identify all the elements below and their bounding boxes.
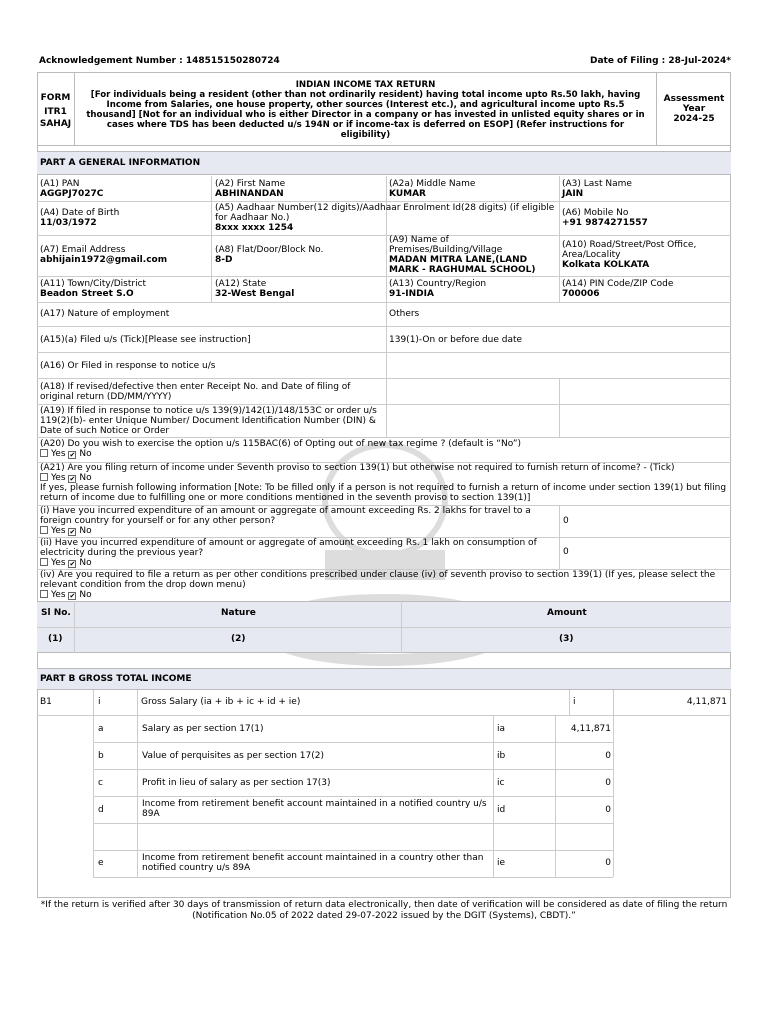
form-heading: INDIAN INCOME TAX RETURN xyxy=(295,80,436,90)
field-mobile xyxy=(562,208,648,228)
q1-question xyxy=(40,506,555,536)
furnish-note: If yes, please furnish following information [Note: To be filled only if a person is not required to furnish a return of income under section 139(1) but filing return of income due to fulfilling one or more conditions mentioned in the seventh proviso to section 139(1)] xyxy=(40,483,727,503)
row-b-index: b xyxy=(98,751,104,761)
q4-question xyxy=(40,570,730,600)
row-a-index: a xyxy=(98,724,104,734)
acknowledgement-number: Acknowledgement Number : 148515150280724 xyxy=(39,56,280,66)
state-label: (A12) State xyxy=(215,279,267,289)
road-label: (A10) Road/Street/Post Office, Area/Locality xyxy=(562,240,697,260)
row-c-code: ic xyxy=(497,778,505,788)
form-title-block xyxy=(37,72,731,146)
state-value: 32-West Bengal xyxy=(215,289,295,299)
field-pan xyxy=(40,179,103,199)
pan-label: (A1) PAN xyxy=(40,179,80,189)
q1-options xyxy=(40,526,555,536)
mobile-label: (A6) Mobile No xyxy=(562,208,629,218)
ay-label-1: Assessment xyxy=(663,94,725,104)
row-e-value: 0 xyxy=(605,858,611,868)
flat-no-value: 8-D xyxy=(215,255,233,265)
a20-yes-label: Yes xyxy=(51,449,66,459)
q2-no-label: No xyxy=(79,558,92,568)
q1-value: 0 xyxy=(563,516,569,526)
table-header-nature: Nature xyxy=(221,608,256,618)
q1-yes-label: Yes xyxy=(51,526,66,536)
row-d-index: d xyxy=(98,805,104,815)
form-id-cell xyxy=(37,72,75,146)
q1-label: (i) Have you incurred expenditure of an amount or aggregate of amount exceeding Rs. 2 lakhs for travel to a foreign country for yourself or for any other person? xyxy=(40,506,531,526)
gross-salary-value: 4,11,871 xyxy=(686,697,727,707)
row-a-value: 4,11,871 xyxy=(570,724,611,734)
ay-value: 2024-25 xyxy=(673,114,715,124)
q2-question xyxy=(40,538,555,568)
middle-name-value: KUMAR xyxy=(389,189,426,199)
table-header-amount: Amount xyxy=(547,608,587,618)
dob-value: 11/03/1972 xyxy=(40,218,97,228)
q4-yes-label: Yes xyxy=(51,590,66,600)
field-dob xyxy=(40,208,119,228)
last-name-label: (A3) Last Name xyxy=(562,179,632,189)
row-a-code: ia xyxy=(497,724,506,734)
a20-no-label: No xyxy=(79,449,92,459)
q2-yes-checkbox[interactable] xyxy=(40,558,48,566)
row-c-value: 0 xyxy=(605,778,611,788)
table-col-index-1: (1) xyxy=(48,634,63,644)
email-value: abhijain1972@gmail.com xyxy=(40,255,168,265)
row-b-code: ib xyxy=(497,751,506,761)
q1-no-label: No xyxy=(79,526,92,536)
road-value: Kolkata KOLKATA xyxy=(562,260,650,270)
field-town xyxy=(40,279,146,299)
part-b-heading: PART B GROSS TOTAL INCOME xyxy=(37,668,731,690)
country-label: (A13) Country/Region xyxy=(389,279,487,289)
q2-yes-label: Yes xyxy=(51,558,66,568)
revised-return-label: (A18) If revised/defective then enter Receipt No. and Date of filing of original return (DD/MM/YYYY) xyxy=(40,382,351,402)
flat-no-label: (A8) Flat/Door/Block No. xyxy=(215,245,324,255)
a21-yes-checkbox[interactable] xyxy=(40,473,48,481)
a20-label: (A20) Do you wish to exercise the option u/s 115BAC(6) of Opting out of new tax regime ? (default is “No”) xyxy=(40,439,522,449)
aadhaar-label: (A5) Aadhaar Number(12 digits)/Aadhaar Enrolment Id(28 digits) (if eligible for Aadhaar No.) xyxy=(215,203,555,223)
a21-yes-label: Yes xyxy=(51,473,66,483)
ay-label-2: Year xyxy=(682,104,706,114)
country-value: 91-INDIA xyxy=(389,289,434,299)
row-d-label: Income from retirement benefit account maintained in a notified country u/s 89A xyxy=(142,799,487,819)
pin-value: 700006 xyxy=(562,289,600,299)
a20-no-checkbox[interactable]: ✔ xyxy=(69,451,76,459)
a21-options xyxy=(40,473,730,483)
mobile-value: +91 9874271557 xyxy=(562,218,648,228)
town-value: Beadon Street S.O xyxy=(40,289,134,299)
email-label: (A7) Email Address xyxy=(40,245,126,255)
a21-question xyxy=(40,463,730,503)
aadhaar-value: 8xxx xxxx 1254 xyxy=(215,223,294,233)
assessment-year-cell xyxy=(657,72,731,146)
field-premises xyxy=(389,235,555,275)
last-name-value: JAIN xyxy=(562,189,584,199)
part-a-heading: PART A GENERAL INFORMATION xyxy=(37,151,731,175)
q4-yes-checkbox[interactable] xyxy=(40,590,48,598)
row-c-label: Profit in lieu of salary as per section 17(3) xyxy=(142,778,331,788)
middle-name-label: (A2a) Middle Name xyxy=(389,179,476,189)
q2-no-checkbox[interactable]: ✔ xyxy=(69,560,76,568)
filed-section-label: (A15)(a) Filed u/s (Tick)[Please see instruction] xyxy=(40,335,251,345)
nature-employment-value: Others xyxy=(389,309,420,319)
a20-yes-checkbox[interactable] xyxy=(40,449,48,457)
b1-roman-index: i xyxy=(98,697,101,707)
form-name-line1: ITR1 xyxy=(44,107,67,117)
field-pin xyxy=(562,279,673,299)
row-c-index: c xyxy=(98,778,103,788)
q4-label: (iv) Are you required to file a return as per other conditions prescribed under clause (iv) of seventh proviso to section 139(1) (If yes, please select the relevant condition from the drop down menu) xyxy=(40,570,716,590)
dob-label: (A4) Date of Birth xyxy=(40,208,120,218)
a21-no-checkbox[interactable]: ✔ xyxy=(69,475,76,483)
notice-din-label: (A19) If filed in response to notice u/s 139(9)/142(1)/148/153C or order u/s 119(2)(b)- enter Unique Number/ Document Identification Number (DIN) & Date of such Notice or Order xyxy=(40,406,377,436)
q4-options xyxy=(40,590,730,600)
b1-label: B1 xyxy=(40,697,52,707)
q2-options xyxy=(40,558,555,568)
first-name-value: ABHINANDAN xyxy=(215,189,284,199)
field-country xyxy=(389,279,486,299)
field-middle-name xyxy=(389,179,475,199)
row-e-index: e xyxy=(98,858,104,868)
q4-no-label: No xyxy=(79,590,92,600)
filed-section-value: 139(1)-On or before due date xyxy=(389,335,523,345)
table-col-index-3: (3) xyxy=(559,634,574,644)
field-aadhaar xyxy=(215,203,555,233)
a21-no-label: No xyxy=(79,473,92,483)
q4-no-checkbox[interactable]: ✔ xyxy=(69,592,76,600)
q1-no-checkbox[interactable]: ✔ xyxy=(69,528,76,536)
a20-question xyxy=(40,439,730,459)
row-e-code: ie xyxy=(497,858,506,868)
document-header xyxy=(39,56,731,68)
row-d-value: 0 xyxy=(605,805,611,815)
table-header-slno: Sl No. xyxy=(41,608,71,618)
premises-label: (A9) Name of Premises/Building/Village xyxy=(389,235,503,255)
q2-label: (ii) Have you incurred expenditure of amount or aggregate of amount exceeding Rs. 1 lakh on consumption of electricity during the previous year? xyxy=(40,538,537,558)
row-b-label: Value of perquisites as per section 17(2) xyxy=(142,751,324,761)
first-name-label: (A2) First Name xyxy=(215,179,286,189)
town-label: (A11) Town/City/District xyxy=(40,279,147,289)
table-col-index-2: (2) xyxy=(231,634,246,644)
gross-salary-label: Gross Salary (ia + ib + ic + id + ie) xyxy=(141,697,301,707)
row-b-value: 0 xyxy=(605,751,611,761)
row-d-code: id xyxy=(497,805,506,815)
row-e-label: Income from retirement benefit account maintained in a country other than notified country u/s 89A xyxy=(142,853,484,873)
gross-salary-code: i xyxy=(573,697,576,707)
pin-label: (A14) PIN Code/ZIP Code xyxy=(562,279,674,289)
footer-note: *If the return is verified after 30 days of transmission of return data electronically, then date of verification will be considered as date of filing the return (Notification No.05 of 2022 dated 29-07-2022 issued by the DGIT (Systems), CBDT).” xyxy=(40,900,728,921)
nature-employment-label: (A17) Nature of employment xyxy=(40,309,170,319)
field-road xyxy=(562,240,730,270)
filing-date: Date of Filing : 28-Jul-2024* xyxy=(589,56,731,66)
field-last-name xyxy=(562,179,632,199)
form-name-line2: SAHAJ xyxy=(39,119,72,129)
form-eligibility-text: [For individuals being a resident (other than not ordinarily resident) having total income upto Rs.50 lakh, having Income from Salaries, one house property, other sources (Interest etc.), and agricultural income upto Rs.5 thousand] [Not for an individual who is either Director in a company or has invested in unlisted equity shares or in cases where TDS has been deducted u/s 194N or if income-tax is deferred on ESOP] (Refer instructions for eligibility) xyxy=(86,90,645,140)
form-title-cell xyxy=(75,72,657,146)
notice-section-label: (A16) Or Filed in response to notice u/s xyxy=(40,361,216,371)
a20-options xyxy=(40,449,730,459)
premises-value: MADAN MITRA LANE,(LAND MARK - RAGHUMAL SCHOOL) xyxy=(389,255,536,275)
form-label: FORM xyxy=(40,93,71,103)
a21-label: (A21) Are you filing return of income under Seventh proviso to section 139(1) but otherwise not required to furnish return of income? - (Tick) xyxy=(40,463,675,473)
field-first-name xyxy=(215,179,285,199)
field-email xyxy=(40,245,167,265)
row-a-label: Salary as per section 17(1) xyxy=(142,724,264,734)
field-flat-no xyxy=(215,245,323,265)
q2-value: 0 xyxy=(563,547,569,557)
field-state xyxy=(215,279,294,299)
pan-value: AGGPJ7027C xyxy=(40,189,104,199)
q1-yes-checkbox[interactable] xyxy=(40,526,48,534)
